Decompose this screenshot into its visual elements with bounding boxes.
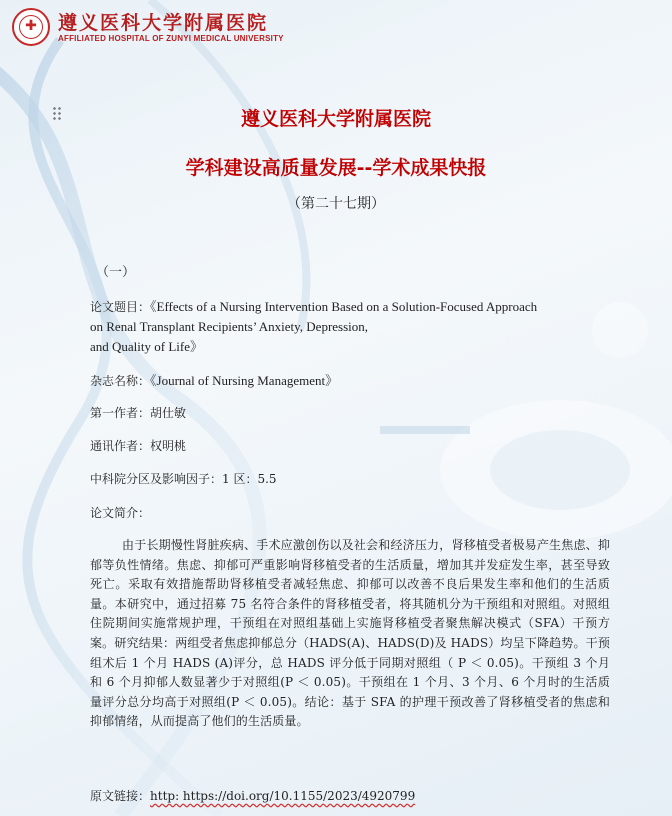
impact-factor-row — [90, 470, 277, 489]
abstract-paragraph — [90, 536, 610, 732]
first-author-row — [90, 404, 186, 423]
first-author-name: 胡仕敏 — [150, 406, 187, 420]
first-author-label: 第一作者： — [90, 406, 151, 420]
corresponding-author-label: 通讯作者： — [90, 439, 151, 453]
logo-name-en: AFFILIATED HOSPITAL OF ZUNYI MEDICAL UNIVERSITY — [58, 33, 284, 43]
paper-title-line-1: 《Effects of a Nursing Intervention Based on a Solution-Focused Approach — [150, 299, 538, 314]
source-link[interactable]: http: https://doi.org/10.1155/2023/4920799 — [150, 789, 416, 803]
source-link-label: 原文链接： — [90, 789, 151, 803]
page-title: 遵义医科大学附属医院 — [240, 108, 431, 130]
abstract-text: 由于长期慢性肾脏疾病、手术应激创伤以及社会和经济压力，肾移植受者极易产生焦虑、抑郁等负性情绪。焦虑、抑郁可严重影响肾移植受者的生活质量，增加其并发症发生率，甚至导致死亡。采取有效措施帮助肾移植受者减轻焦虑、抑郁可以改善不良后果发生率和他们的生活质量。本研究中，通过招募 75 名符合条件的肾移植受者，将其随机分为干预组和对照组。对照组住院期间实施常规护理，干预组在对照组基础上实施肾移植受者聚焦解决模式（SFA）干预方案。研究结果：两组受者焦虑抑郁总分（HADS(A)、HADS(D)及 HADS）均呈下降趋势。干预组术后 1 个月 HADS (A)评分，总 HADS 评分低于同期对照组（ P ＜ 0.05)。干预组 3 个月和 6 个月抑郁人数显著少于对照组(P ＜ 0.05)。干预组在 1 个月、3 个月、6 个月时的生活质量评分总分均高于对照组(P ＜ 0.05)。结论：基于 SFA 的护理干预改善了肾移植受者的焦虑和抑郁情绪，从而提高了他们的生活质量。 — [90, 538, 610, 729]
paper-title-line-3: and Quality of Life》 — [90, 339, 203, 354]
paper-title-row — [90, 297, 630, 357]
journal-row — [90, 371, 338, 391]
page-subtitle: 学科建设高质量发展--学术成果快报 — [185, 157, 487, 179]
issue-number: （第二十七期） — [287, 196, 385, 212]
logo-name-cn: 遵义医科大学附属医院 — [58, 11, 269, 34]
corresponding-author-name: 权明桃 — [150, 439, 187, 453]
corresponding-author-row — [90, 437, 186, 456]
impact-factor-label: 中科院分区及影响因子： — [90, 472, 223, 486]
intro-label: 论文简介： — [90, 506, 151, 520]
paper-title-line-2: on Renal Transplant Recipients’ Anxiety, Depression, — [90, 319, 369, 334]
hospital-seal-icon — [12, 8, 50, 46]
journal-label: 杂志名称： — [90, 374, 151, 388]
impact-factor-value: 1 区：5.5 — [222, 472, 277, 486]
journal-name: 《Journal of Nursing Management》 — [150, 373, 339, 388]
paper-title-label: 论文题目： — [90, 300, 151, 314]
source-link-row — [90, 787, 415, 806]
hospital-logo — [12, 8, 284, 46]
section-label: （一） — [96, 265, 136, 280]
